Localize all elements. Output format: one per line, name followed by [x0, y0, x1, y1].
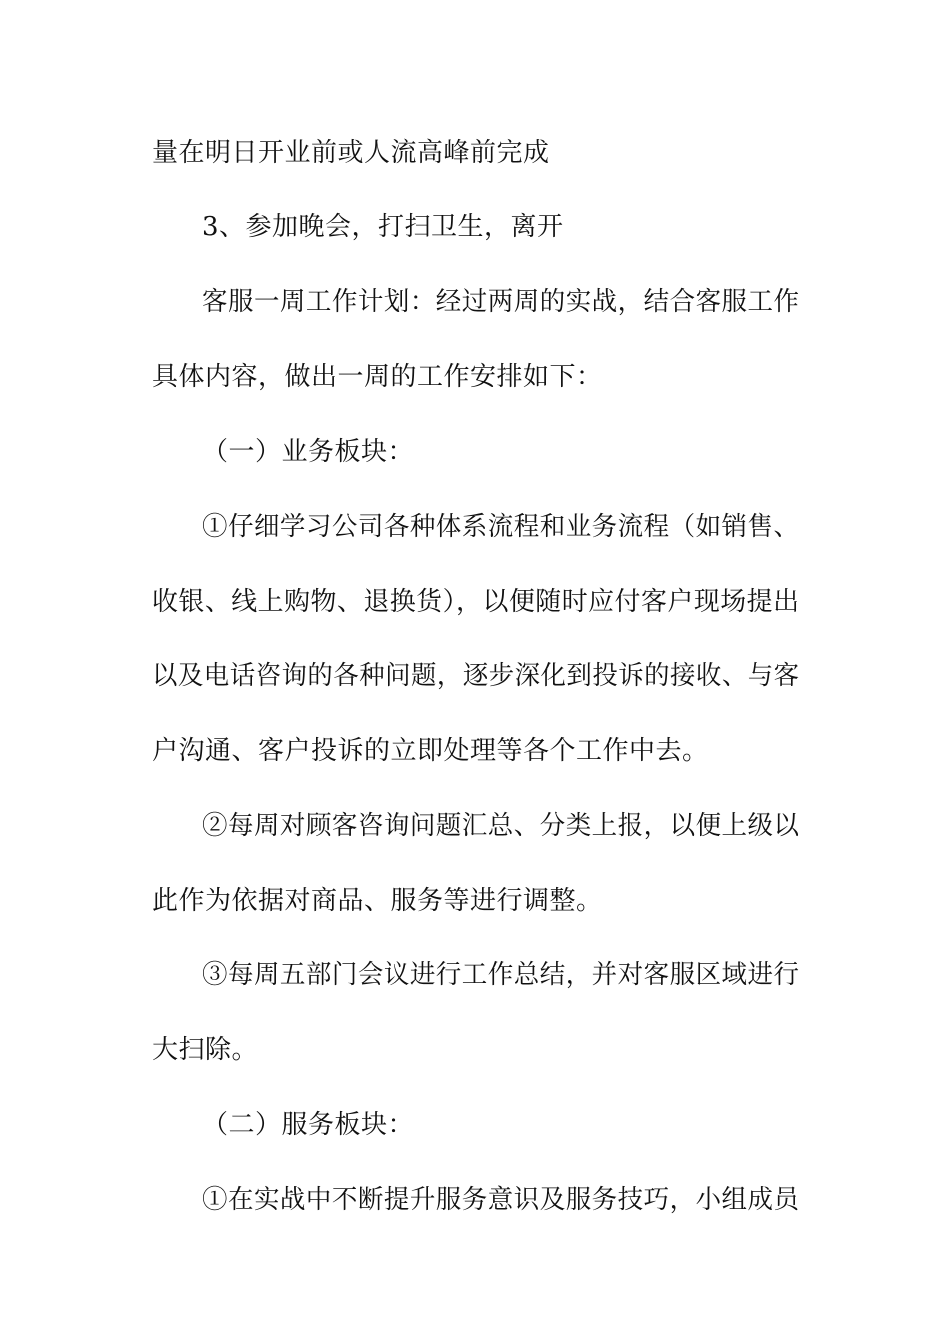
text-line-6: ①仔细学习公司各种体系流程和业务流程（如销售、: [202, 512, 800, 542]
text-line-9: 户沟通、客户投诉的立即处理等各个工作中去。: [152, 736, 709, 766]
section-heading-service: （二）服务板块：: [202, 1110, 415, 1140]
section-heading-business: （一）业务板块：: [202, 437, 415, 467]
text-line-1: 量在明日开业前或人流高峰前完成: [152, 138, 550, 168]
text-line-8: 以及电话咨询的各种问题，逐步深化到投诉的接收、与客: [152, 661, 800, 691]
text-line-11: 此作为依据对商品、服务等进行调整。: [152, 886, 603, 916]
text-line-13: 大扫除。: [152, 1035, 259, 1065]
text-line-12: ③每周五部门会议进行工作总结，并对客服区域进行: [202, 960, 800, 990]
text-line-7: 收银、线上购物、退换货），以便随时应付客户现场提出: [152, 587, 800, 617]
text-line-4: 具体内容，做出一周的工作安排如下：: [152, 362, 603, 392]
text-line-15: ①在实战中不断提升服务意识及服务技巧，小组成员: [202, 1185, 800, 1215]
text-line-2: 3、参加晚会，打扫卫生，离开: [202, 212, 564, 242]
text-line-3: 客服一周工作计划：经过两周的实战，结合客服工作: [202, 287, 800, 317]
text-line-10: ②每周对顾客咨询问题汇总、分类上报，以便上级以: [202, 811, 800, 841]
